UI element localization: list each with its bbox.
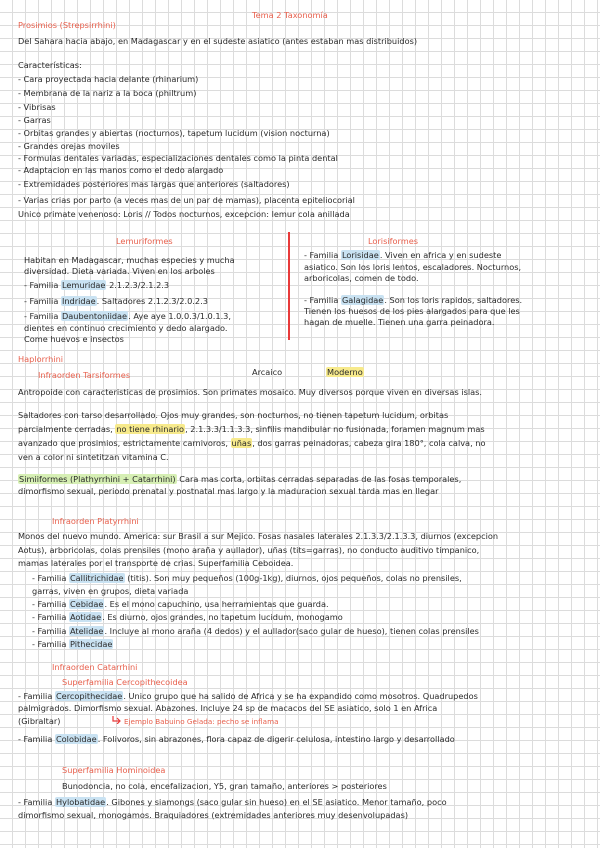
lorisidae-desc: arboricolas, comen de todo. xyxy=(304,273,419,283)
familia-indridae: - Familia Indridae. Saltadores 2.1.2.3/2.0.2.3 xyxy=(24,296,208,306)
caracteristica-item: - Vibrisas xyxy=(18,102,56,112)
caracteristica-item: - Grandes orejas moviles xyxy=(18,141,120,151)
caracteristica-item: - Garras xyxy=(18,115,51,125)
platyrrhini-heading: Infraorden Platyrrhini xyxy=(52,516,139,526)
familia-daubentoniidae: - Familia Daubentoniidae. Aye aye 1.0.0.3/1.0.1.3, xyxy=(24,311,231,321)
platyrrhini-text: Aotus), arboricolas, colas prensiles (mono araña y aullador), uñas (tits=garras), no conducto auditivo timpanico, xyxy=(18,545,480,555)
hominoidea-desc: Bunodoncia, no cola, encefalizacion, Y5, gran tamaño, anteriores > posteriores xyxy=(62,781,387,791)
simiiformes-text: dimorfismo sexual, periodo prenatal y postnatal mas largo y la maduracion sexual tarda mas en llegar xyxy=(18,486,439,496)
familia-cercopithecidae: - Familia Cercopithecidae. Unico grupo que ha salido de Africa y se ha expandido como mosotros. Quadrupedos xyxy=(18,691,478,701)
hylobatidae-desc: dimorfismo sexual, monogamos. Braquiadores (extremidades anteriores muy desenvolupadas) xyxy=(18,810,409,820)
galagidae-desc: Tienen los huesos de los pies alargados para que les xyxy=(304,306,520,316)
familia-aotidae: - Familia Aotidae. Es diurno, ojos grandes, no tapetum lucidum, monogamo xyxy=(32,612,343,622)
prosimios-heading: Prosimios (Strepsirrhini) xyxy=(18,20,116,30)
familia-lorisidae: - Familia Lorisidae. Viven en africa y en sudeste xyxy=(304,250,502,260)
tag-moderno: Moderno xyxy=(327,367,363,377)
catarrhini-heading: Infraorden Catarrhini xyxy=(52,662,138,672)
tarsiformes-text: ven a color ni sintetitzan vitamina C. xyxy=(18,452,169,462)
prosimios-unico: Unico primate venenoso: Loris // Todos nocturnos, excepcion: lemur cola anillada xyxy=(18,209,350,219)
familia-galagidae: - Familia Galagidae. Son los loris rapidos, saltadores. xyxy=(304,295,523,305)
cercopithecidae-desc: palmigrados. Dimorfismo sexual. Abazones. Incluye 24 sp de macacos del SE asiatico, solo 1 en Africa xyxy=(18,703,438,713)
daubentoniidae-desc: dientes en continuo crecimiento y dedo alargado. xyxy=(24,323,228,333)
lorisiformes-heading: Lorisiformes xyxy=(368,236,419,246)
prosimios-intro: Del Sahara hacia abajo, en Madagascar y en el sudeste asiatico (antes estaban mas distribuidos) xyxy=(18,36,418,46)
caracteristica-item: - Varias crias por parto (a veces mas de un par de mamas), placenta epiteliocorial xyxy=(18,195,355,205)
familia-lemuridae: - Familia Lemuridae 2.1.2.3/2.1.2.3 xyxy=(24,280,170,290)
platyrrhini-text: mamas laterales por el transporte de crias. Superfamilia Ceboidea. xyxy=(18,558,294,568)
familia-pithecidae: - Familia Pithecidae xyxy=(32,639,113,649)
familia-hylobatidae: - Familia Hylobatidae. Gibones y siamongs (saco gular sin hueso) en el SE asiatico. Menor tamaño, poco xyxy=(18,797,447,807)
simiiformes-text: Simiiformes (Plathyrrhini + Catarrhini) Cara mas corta, orbitas cerradas separadas de las fosas temporales, xyxy=(19,474,462,484)
gelada-note: Ejemplo Babuino Gelada: pecho se inflama xyxy=(124,717,279,726)
column-divider xyxy=(288,232,290,340)
platyrrhini-text: Monos del nuevo mundo. America: sur Brasil a sur Mejico. Fosas nasales laterales 2.1.3.3/2.1.3.3, diurnos (excepcion xyxy=(18,531,499,541)
tarsiformes-text: parcialmente cerradas, no tiene rhinario, 2.1.3.3/1.1.3.3, sinfilis mandibular no fusionada, foramen magnum mas xyxy=(18,424,485,434)
lemuriformes-heading: Lemuriformes xyxy=(116,236,173,246)
daubentoniidae-desc: Come huevos e insectos xyxy=(24,334,124,344)
familia-cebidae: - Familia Cebidae. Es el mono capuchino, usa herramientas que guarda. xyxy=(32,599,329,609)
page-title: Tema 2 Taxonomía xyxy=(252,10,328,20)
tag-arcaico: Arcaico xyxy=(252,367,283,377)
familia-callitrichidae: - Familia Callitrichidae (titis). Son muy pequeños (100g-1kg), diurnos, ojos pequeños, colas no prensiles, xyxy=(32,573,462,583)
familia-colobidae: - Familia Colobidae. Folivoros, sin abrazones, flora capaz de digerir celulosa, intestino largo y desarrollado xyxy=(18,734,455,744)
haplorrhini-heading: Haplorrhini xyxy=(18,354,64,364)
tarsiformes-text: Saltadores con tarso desarrollado. Ojos muy grandes, son nocturnos, no tienen tapetum lucidum, orbitas xyxy=(18,410,449,420)
caracteristica-item: - Membrana de la nariz a la boca (philtrum) xyxy=(18,88,197,98)
lemuriformes-desc: Habitan en Madagascar, muchas especies y mucha xyxy=(24,255,235,265)
cercopithecoidea-heading: Superfamilia Cercopithecoidea xyxy=(62,677,188,687)
caracteristica-item: - Orbitas grandes y abiertas (nocturnos), tapetum lucidum (vision nocturna) xyxy=(18,128,330,138)
tarsiformes-heading: Infraorden Tarsiformes xyxy=(38,370,131,380)
galagidae-desc: hagan de muelle. Tienen una garra peinadora. xyxy=(304,317,495,327)
familia-atelidae: - Familia Atelidae. Incluye al mono araña (4 dedos) y el aullador(saco gular de hueso), tienen colas prensiles xyxy=(32,626,479,636)
lorisidae-desc: asiatico. Son los loris lentos, escaladores. Nocturnos, xyxy=(304,262,522,272)
caracteristicas-label: Características: xyxy=(18,60,82,70)
caracteristica-item: - Formulas dentales variadas, especializaciones dentales como la pinta dental xyxy=(18,153,338,163)
hominoidea-heading: Superfamilia Hominoidea xyxy=(62,765,166,775)
tarsiformes-text: avanzado que prosimios, estrictamente carnivoros, uñas, dos garras peinadoras, cabeza gira 180°, cola calva, no xyxy=(18,438,486,448)
cercopithecidae-desc: (Gibraltar) xyxy=(18,716,61,726)
caracteristica-item: - Adaptacion en las manos como el dedo alargado xyxy=(18,165,224,175)
tarsiformes-text: Antropoide con caracteristicas de prosimios. Son primates mosaico. Muy diversos porque viven en diversas islas. xyxy=(18,387,483,397)
callitrichidae-desc: garras, viven en grupos, dieta variada xyxy=(32,586,189,596)
lemuriformes-desc: diversidad. Dieta variada. Viven en los arboles xyxy=(24,266,215,276)
caracteristica-item: - Extremidades posteriores mas largas que anteriores (saltadores) xyxy=(18,179,290,189)
caracteristica-item: - Cara proyectada hacia delante (rhinarium) xyxy=(18,74,199,84)
arrow-icon xyxy=(112,716,121,724)
